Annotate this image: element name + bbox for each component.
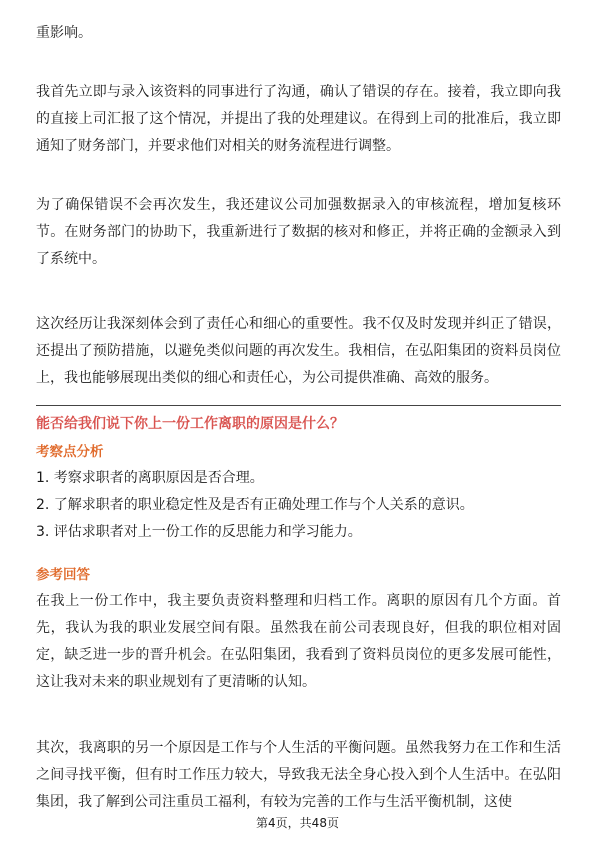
analysis-item: 2. 了解求职者的职业稳定性及是否有正确处理工作与个人关系的意识。 bbox=[36, 497, 474, 513]
analysis-item: 1. 考察求职者的离职原因是否合理。 bbox=[36, 470, 264, 486]
answer-heading: 参考回答 bbox=[36, 567, 90, 583]
paragraph-prevention: 为了确保错误不会再次发生，我还建议公司加强数据录入的审核流程，增加复核环节。在财务部门的协助下，我重新进行了数据的核对和修正，并将正确的金额录入到了系统中。 bbox=[36, 197, 561, 267]
paragraph-reflection: 这次经历让我深刻体会到了责任心和细心的重要性。我不仅及时发现并纠正了错误，还提出了预防措施，以避免类似问题的再次发生。我相信，在弘阳集团的资料员岗位上，我也能够展现出类似的细心和责任心，为公司提供准确、高效的服务。 bbox=[36, 316, 561, 386]
analysis-heading: 考察点分析 bbox=[36, 444, 104, 460]
paragraph-communication: 我首先立即与录入该资料的同事进行了沟通，确认了错误的存在。接着，我立即向我的直接上司汇报了这个情况，并提出了我的处理建议。在得到上司的批准后，我立即通知了财务部门，并要求他们对相关的财务流程进行调整。 bbox=[36, 84, 561, 154]
answer-paragraph: 在我上一份工作中，我主要负责资料整理和归档工作。离职的原因有几个方面。首先，我认为我的职业发展空间有限。虽然我在前公司表现良好，但我的职位相对固定，缺乏进一步的晋升机会。在弘阳集团，我看到了资料员岗位的更多发展可能性，这让我对未来的职业规划有了更清晰的认知。 bbox=[36, 593, 561, 690]
answer-paragraph: 其次，我离职的另一个原因是工作与个人生活的平衡问题。虽然我努力在工作和生活之间寻找平衡，但有时工作压力较大，导致我无法全身心投入到个人生活中。在弘阳集团，我了解到公司注重员工福利，有较为完善的工作与生活平衡机制，这使 bbox=[36, 740, 561, 810]
section-divider bbox=[36, 405, 561, 406]
analysis-item: 3. 评估求职者对上一份工作的反思能力和学习能力。 bbox=[36, 524, 362, 540]
analysis-list bbox=[36, 465, 561, 546]
interview-question: 能否给我们说下你上一份工作离职的原因是什么？ bbox=[36, 416, 344, 432]
page-footer: 第4页，共48页 bbox=[256, 816, 339, 830]
paragraph-continuation: 重影响。 bbox=[36, 25, 92, 41]
